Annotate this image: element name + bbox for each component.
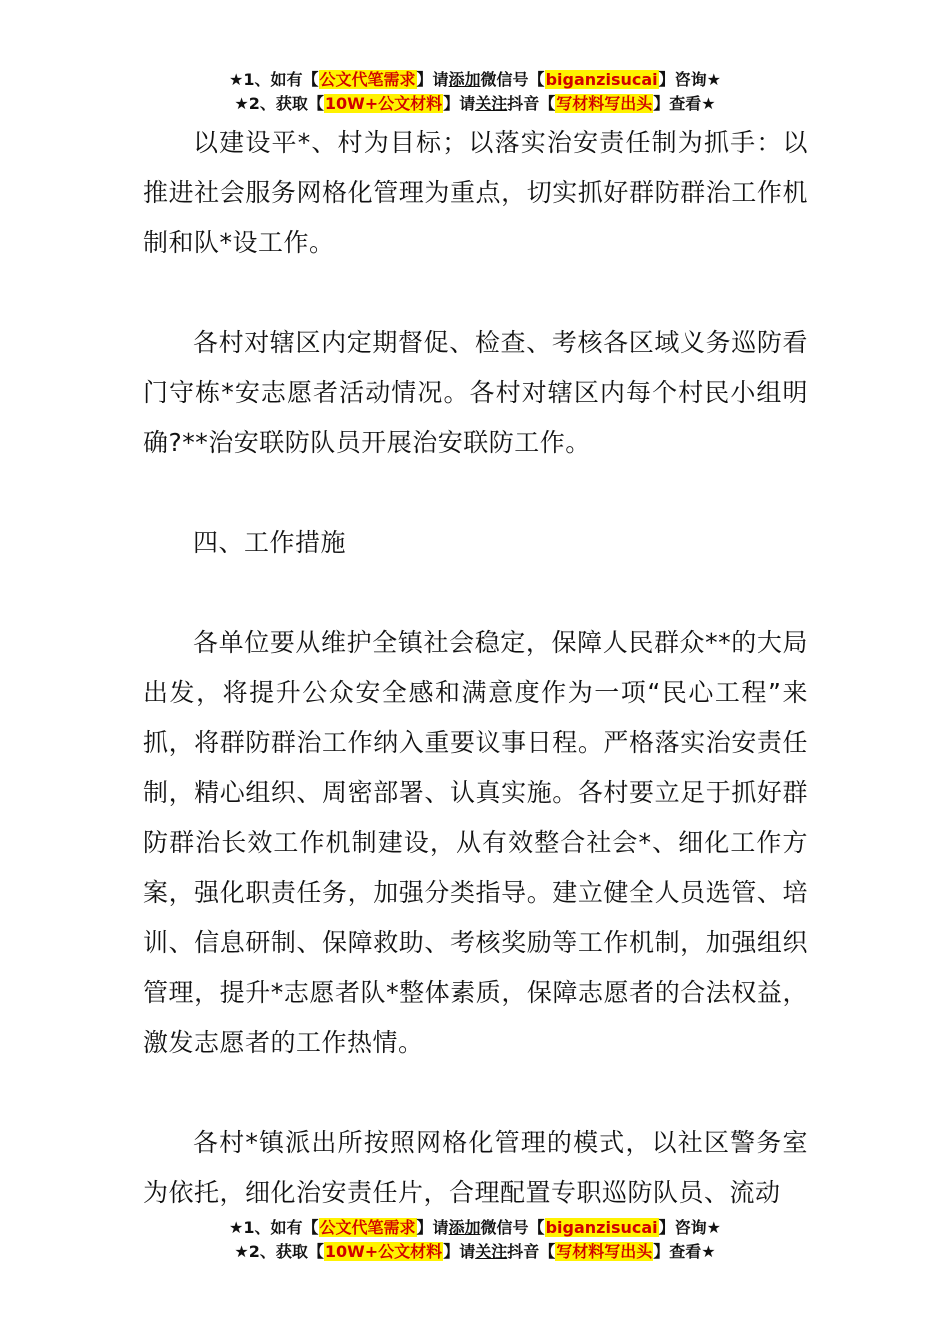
banner-text: 】查看★	[653, 1242, 716, 1261]
banner-highlight-douyin: 写材料写出头	[556, 94, 653, 113]
banner-text: 抖音【	[507, 94, 556, 113]
banner-line-2	[0, 1240, 950, 1264]
section-heading: 四、工作措施	[193, 528, 347, 557]
banner-underline-text: 添加	[448, 70, 481, 89]
paragraph-1: 以建设平*、村为目标；以落实治安责任制为抓手：以推进社会服务网格化管理为重点，切实抓好群防群治工作机制和队*设工作。	[143, 128, 808, 257]
banner-text: ★1、如有【	[229, 70, 319, 89]
paragraph-2: 各村对辖区内定期督促、检查、考核各区域义务巡防看门守栋*安志愿者活动情况。各村对辖区内每个村民小组明确?**治安联防队员开展治安联防工作。	[143, 328, 808, 457]
banner-highlight-materials: 10W+公文材料	[324, 94, 443, 113]
paragraph-4: 各村*镇派出所按照网格化管理的模式，以社区警务室为依托，细化治安责任片，合理配置专职巡防队员、流动	[143, 1128, 808, 1207]
document-body	[143, 118, 808, 1218]
banner-text: 】请	[416, 1218, 449, 1237]
paragraph-3: 各单位要从维护全镇社会稳定，保障人民群众**的大局出发，将提升公众安全感和满意度作为一项“民心工程”来抓，将群防群治工作纳入重要议事日程。严格落实治安责任制，精心组织、周密部署、认真实施。各村要立足于抓好群防群治长效工作机制建设，从有效整合社会*、细化工作方案，强化职责任务，加强分类指导。建立健全人员选管、培训、信息研制、保障救助、考核奖励等工作机制，加强组织管理，提升*志愿者队*整体素质，保障志愿者的合法权益，激发志愿者的工作热情。	[143, 628, 808, 1057]
banner-text: 微信号【	[480, 1218, 545, 1237]
banner-text: 】咨询★	[658, 70, 721, 89]
banner-text: 】请	[416, 70, 449, 89]
banner-underline-text: 关注	[475, 1242, 508, 1261]
banner-highlight-service: 公文代笔需求	[319, 70, 416, 89]
banner-text: 微信号【	[480, 70, 545, 89]
banner-text: ★2、获取【	[234, 1242, 324, 1261]
banner-underline-text: 添加	[448, 1218, 481, 1237]
banner-line-1	[0, 68, 950, 92]
banner-text: 抖音【	[507, 1242, 556, 1261]
banner-highlight-wechat-id: biganzisucai	[545, 70, 658, 89]
footer-banner	[0, 1216, 950, 1264]
banner-text: 】请	[443, 1242, 476, 1261]
banner-line-2	[0, 92, 950, 116]
banner-underline-text: 关注	[475, 94, 508, 113]
banner-text: ★2、获取【	[234, 94, 324, 113]
header-banner	[0, 68, 950, 116]
banner-text: 】咨询★	[658, 1218, 721, 1237]
banner-highlight-service: 公文代笔需求	[319, 1218, 416, 1237]
banner-line-1	[0, 1216, 950, 1240]
banner-text: 】请	[443, 94, 476, 113]
banner-text: 】查看★	[653, 94, 716, 113]
banner-highlight-douyin: 写材料写出头	[556, 1242, 653, 1261]
banner-highlight-materials: 10W+公文材料	[324, 1242, 443, 1261]
banner-highlight-wechat-id: biganzisucai	[545, 1218, 658, 1237]
banner-text: ★1、如有【	[229, 1218, 319, 1237]
